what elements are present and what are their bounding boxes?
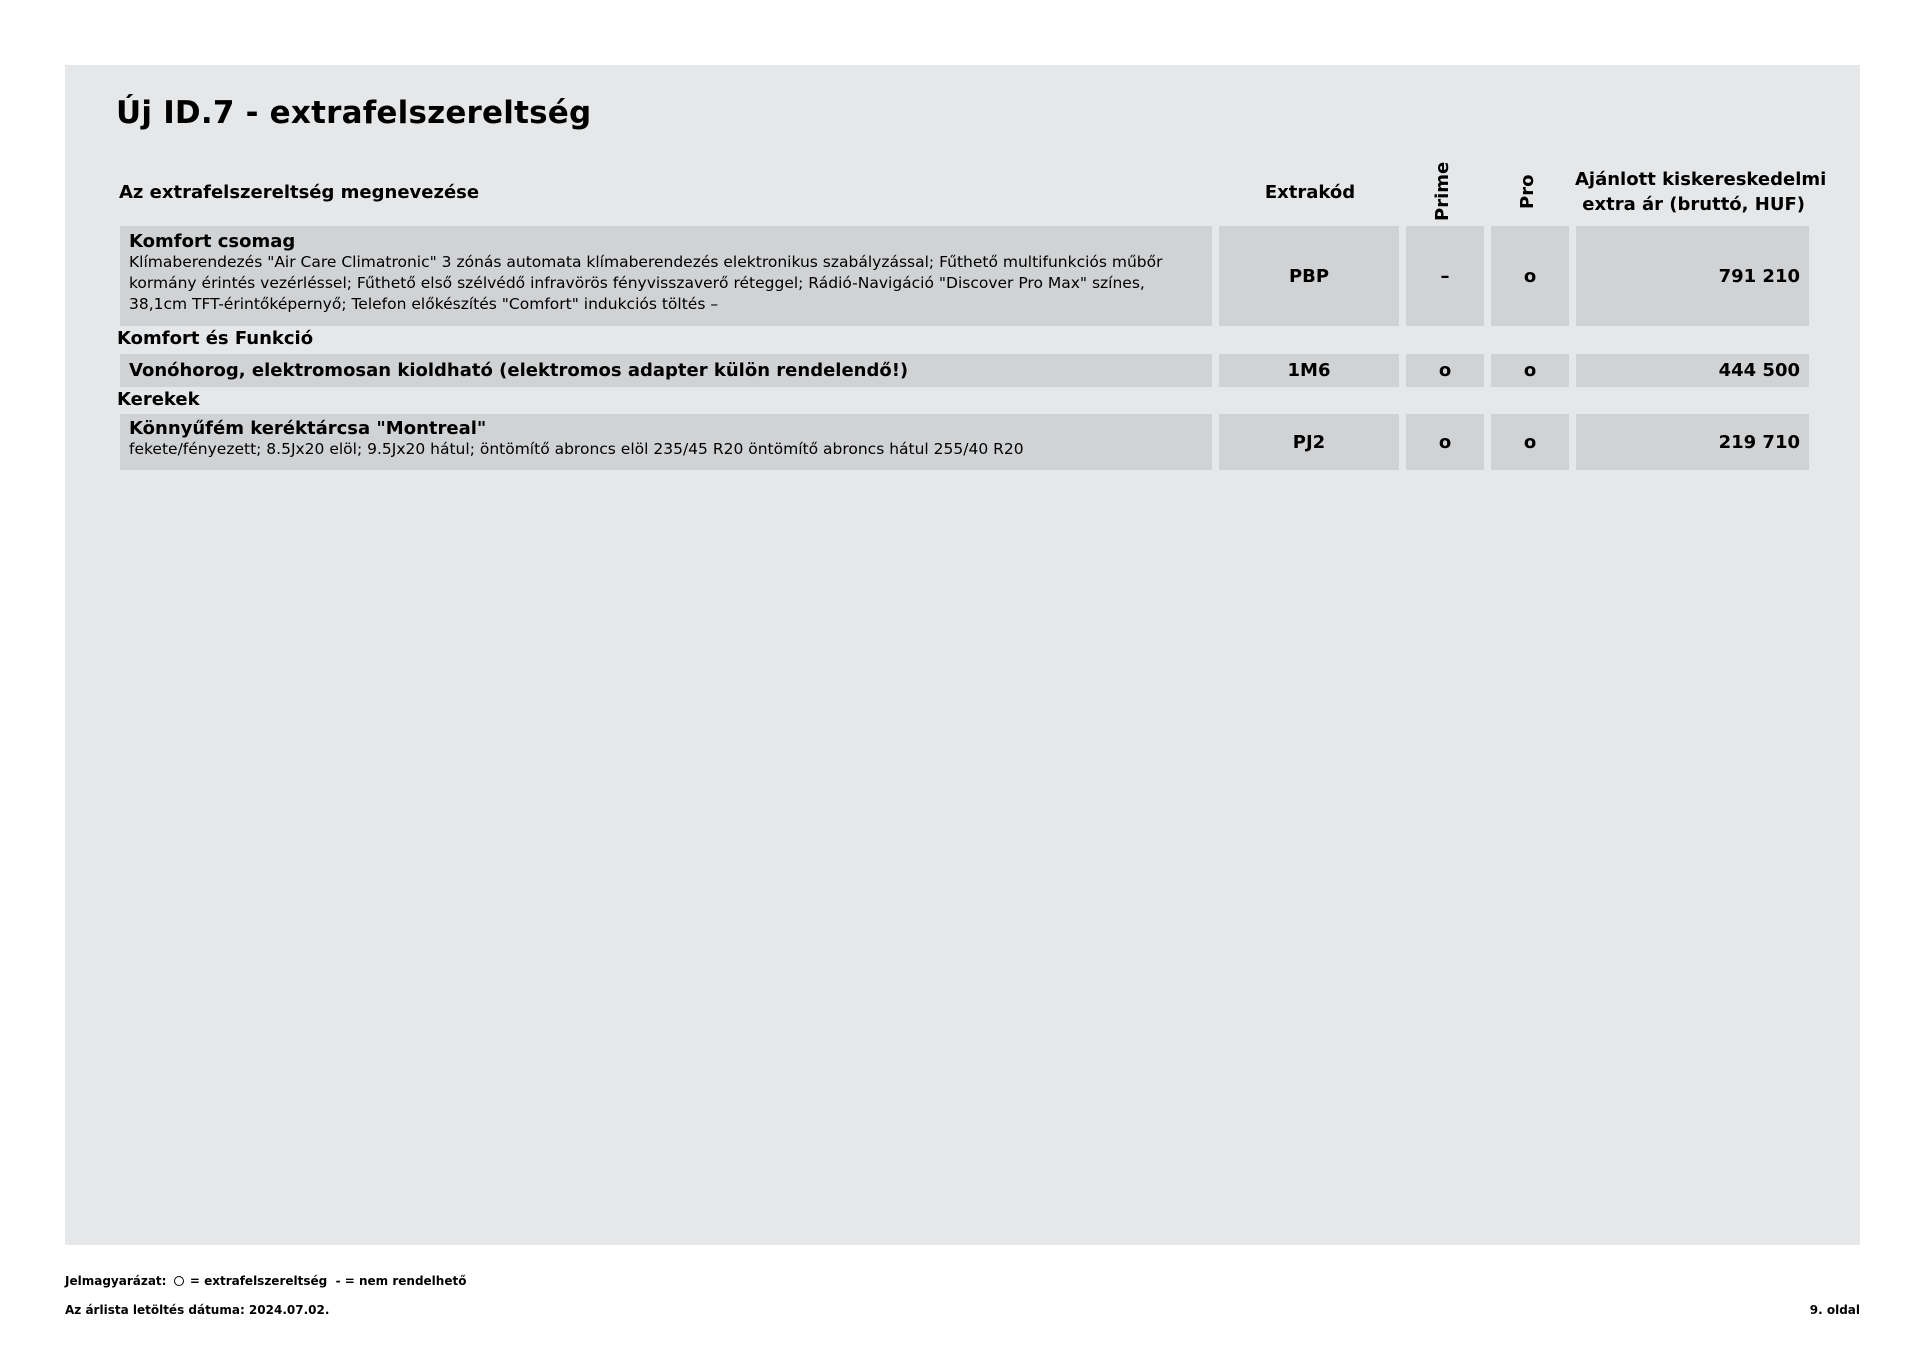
item-title: Komfort csomag xyxy=(129,231,296,252)
column-header-prime: Prime xyxy=(1432,161,1453,221)
item-prime-availability: o xyxy=(1406,354,1484,387)
legend-circle-text: = extrafelszereltség xyxy=(189,1274,328,1288)
item-price: 791 210 xyxy=(1576,226,1809,326)
item-price: 444 500 xyxy=(1576,354,1809,387)
column-header-name: Az extrafelszereltség megnevezése xyxy=(119,182,480,203)
legend-dash-text: - = nem rendelhető xyxy=(335,1274,467,1288)
item-description: fekete/fényezett; 8.5Jx20 elöl; 9.5Jx20 hátul; öntömítő abroncs elöl 235/45 R20 öntömítő abroncs hátul 255/40 R20 xyxy=(129,440,1024,458)
download-date: Az árlista letöltés dátuma: 2024.07.02. xyxy=(65,1303,330,1317)
item-pro-availability: o xyxy=(1491,226,1569,326)
column-header-pro: Pro xyxy=(1517,174,1538,209)
item-title: Vonóhorog, elektromosan kioldható (elektromos adapter külön rendelendő!) xyxy=(129,360,909,381)
circle-icon xyxy=(174,1276,184,1286)
legend xyxy=(65,1274,466,1288)
item-description-line: 38,1cm TFT-érintőképernyő; Telefon előkészítés "Comfort" indukciós töltés – xyxy=(129,295,719,313)
item-code: PJ2 xyxy=(1219,414,1399,470)
item-prime-availability: – xyxy=(1406,226,1484,326)
item-price: 219 710 xyxy=(1576,414,1809,470)
item-title: Könnyűfém keréktárcsa "Montreal" xyxy=(129,418,487,439)
table-row-komfort-name xyxy=(120,226,1212,326)
legend-label: Jelmagyarázat: xyxy=(65,1274,167,1288)
item-code: 1M6 xyxy=(1219,354,1399,387)
column-header-code: Extrakód xyxy=(1264,182,1356,203)
table-row-vonohorog-name xyxy=(120,354,1212,387)
table-row-montreal-name xyxy=(120,414,1212,470)
item-description xyxy=(129,252,1212,315)
category-heading: Komfort és Funkció xyxy=(117,328,314,349)
item-description-line: Klímaberendezés "Air Care Climatronic" 3 zónás automata klímaberendezés elektronikus szabályzással; Fűthető multifunkciós műbőr xyxy=(129,253,1163,271)
item-pro-availability: o xyxy=(1491,354,1569,387)
column-header-price xyxy=(1575,167,1827,217)
item-code: PBP xyxy=(1219,226,1399,326)
page-number: 9. oldal xyxy=(1809,1303,1860,1317)
column-header-price-line1: Ajánlott kiskereskedelmi xyxy=(1575,169,1827,190)
item-pro-availability: o xyxy=(1491,414,1569,470)
price-list-panel xyxy=(65,65,1860,1245)
item-description-line: kormány érintés vezérléssel; Fűthető első szélvédő infravörös fényvisszaverő réteggel; Rádió-Navigáció "Discover Pro Max" színes, xyxy=(129,274,1145,292)
column-header-price-line2: extra ár (bruttó, HUF) xyxy=(1582,194,1805,215)
category-heading: Kerekek xyxy=(117,389,200,410)
item-prime-availability: o xyxy=(1406,414,1484,470)
page-title: Új ID.7 - extrafelszereltség xyxy=(116,95,592,131)
